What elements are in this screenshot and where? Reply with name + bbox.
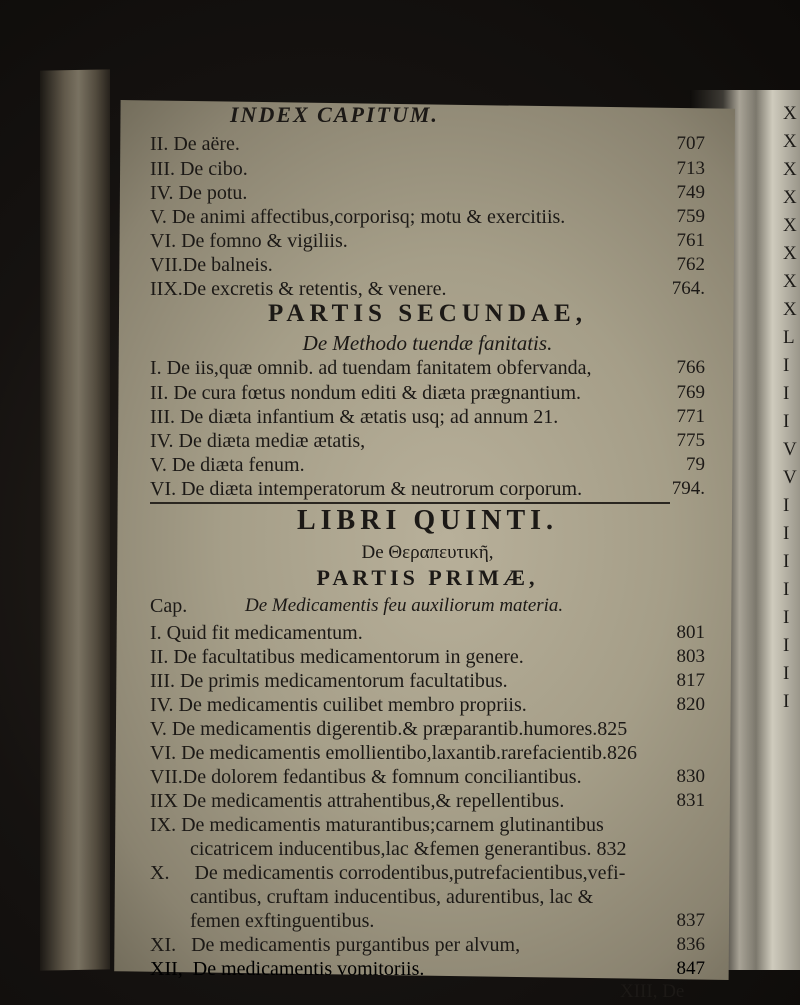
index-entry	[150, 669, 705, 693]
entry-label: V. De medicamentis digerentib.& præparantib.humores.825	[150, 718, 628, 740]
entry-page: 830	[676, 766, 705, 787]
entry-label: IV. De diæta mediæ ætatis,	[150, 430, 366, 452]
index-entry	[150, 205, 705, 229]
entry-page: 775	[676, 430, 705, 451]
index-entry	[150, 229, 705, 253]
entry-label: II. De cura fœtus nondum editi & diæta prægnantium.	[150, 382, 582, 404]
entry-page: 836	[676, 934, 705, 955]
entry-label: IIX.De excretis & retentis, & venere.	[150, 278, 447, 300]
cap-header	[150, 594, 705, 618]
index-entry	[150, 381, 705, 405]
entry-label: VII.De balneis.	[150, 254, 273, 276]
greek-subtitle: De Θεραπευτικῆ,	[361, 542, 494, 563]
cap-label: Cap.	[150, 595, 188, 617]
entry-label: V. De diæta fenum.	[150, 454, 305, 476]
section-subtitle: De Methodo tuendæ fanitatis.	[302, 331, 553, 355]
index-entry	[150, 933, 705, 957]
entry-page: 803	[676, 646, 705, 667]
index-entry	[150, 429, 705, 453]
index-entry-continued	[150, 837, 705, 861]
entry-label: VI. De medicamentis emollientibo,laxantib.rarefacientib.826	[150, 742, 638, 764]
entry-page: 761	[676, 230, 705, 251]
book-title: LIBRI QUINTI.	[296, 505, 559, 536]
entry-label: I. De iis,quæ omnib. ad tuendam fanitatem obfervanda,	[150, 357, 592, 379]
index-content	[150, 100, 710, 960]
entry-label: III. De cibo.	[150, 158, 248, 180]
entry-label: VII.De dolorem fedantibus & fomnum conciliantibus.	[150, 766, 582, 788]
index-entry	[150, 157, 705, 181]
entry-label: cantibus, cruftam inducentibus, adurentibus, lac &	[150, 886, 594, 908]
entry-page: 837	[676, 910, 705, 931]
entry-label: IV. De potu.	[150, 182, 248, 204]
entry-label: IX. De medicamentis maturantibus;carnem glutinantibus	[150, 814, 604, 836]
entry-page: 707	[676, 133, 705, 154]
entry-page: 766	[676, 357, 705, 378]
index-entry	[150, 621, 705, 645]
entry-label: III. De diæta infantium & ætatis usq; ad annum 21.	[150, 406, 559, 428]
index-entry	[150, 405, 705, 429]
entry-page: 762	[676, 254, 705, 275]
entry-label: VI. De fomno & vigiliis.	[150, 230, 348, 252]
page-title: INDEX CAPITUM.	[230, 102, 439, 127]
entry-page: 764.	[671, 278, 705, 299]
index-entry	[150, 356, 705, 380]
book-left-edge	[40, 69, 110, 970]
entry-page: 801	[676, 622, 705, 643]
entry-label: IV. De medicamentis cuilibet membro propriis.	[150, 694, 527, 716]
index-entry	[150, 861, 705, 885]
index-entry	[150, 693, 705, 717]
entry-page: 771	[676, 406, 705, 427]
index-entry-continued	[150, 909, 705, 933]
entry-page: 820	[676, 694, 705, 715]
entry-label: X. De medicamentis corrodentibus,putrefacientibus,vefi-	[150, 862, 626, 884]
index-entry	[150, 957, 705, 981]
catchword: XIII, De	[620, 981, 685, 1002]
index-entry-continued	[150, 885, 705, 909]
divider	[150, 502, 670, 504]
entry-label: I. Quid fit medicamentum.	[150, 622, 363, 644]
entry-label: VI. De diæta intemperatorum & neutrorum corporum.	[150, 478, 583, 500]
entry-label: XII, De medicamentis vomitoriis.	[150, 958, 425, 980]
entry-page: 749	[676, 182, 705, 203]
entry-page: 831	[676, 790, 705, 811]
entry-label: femen exftinguentibus.	[150, 910, 375, 932]
index-entry	[150, 453, 705, 477]
entry-label: II. De facultatibus medicamentorum in genere.	[150, 646, 524, 668]
entry-page: 847	[676, 958, 705, 979]
entry-label: IIX De medicamentis attrahentibus,& repellentibus.	[150, 790, 565, 812]
index-entry	[150, 181, 705, 205]
index-entry	[150, 765, 705, 789]
index-entry	[150, 813, 705, 837]
entry-page: 713	[676, 158, 705, 179]
index-entry	[150, 741, 705, 765]
entry-page: 794.	[671, 478, 705, 499]
entry-page: 79	[686, 454, 705, 475]
part-title: PARTIS PRIMÆ,	[316, 565, 539, 590]
index-entry	[150, 645, 705, 669]
entry-page: 769	[676, 382, 705, 403]
index-entry	[150, 132, 705, 156]
index-entry	[150, 253, 705, 277]
facing-page-margin-text: X X X X X X X X L I I I V V I I I I I I I I	[783, 103, 797, 712]
entry-label: XI. De medicamentis purgantibus per alvum,	[150, 934, 521, 956]
entry-page: 817	[676, 670, 705, 691]
cap-subtitle: De Medicamentis feu auxiliorum materia.	[245, 595, 564, 616]
entry-label: III. De primis medicamentorum facultatibus.	[150, 670, 508, 692]
section-title: PARTIS SECUNDAE,	[268, 300, 587, 327]
entry-label: II. De aëre.	[150, 133, 240, 155]
entry-label: cicatricem inducentibus,lac &femen generantibus. 832	[150, 838, 627, 860]
index-entry	[150, 717, 705, 741]
entry-page: 759	[676, 206, 705, 227]
entry-label: V. De animi affectibus,corporisq; motu & exercitiis.	[150, 206, 566, 228]
index-entry	[150, 477, 705, 501]
index-entry	[150, 789, 705, 813]
index-entry	[150, 277, 705, 301]
